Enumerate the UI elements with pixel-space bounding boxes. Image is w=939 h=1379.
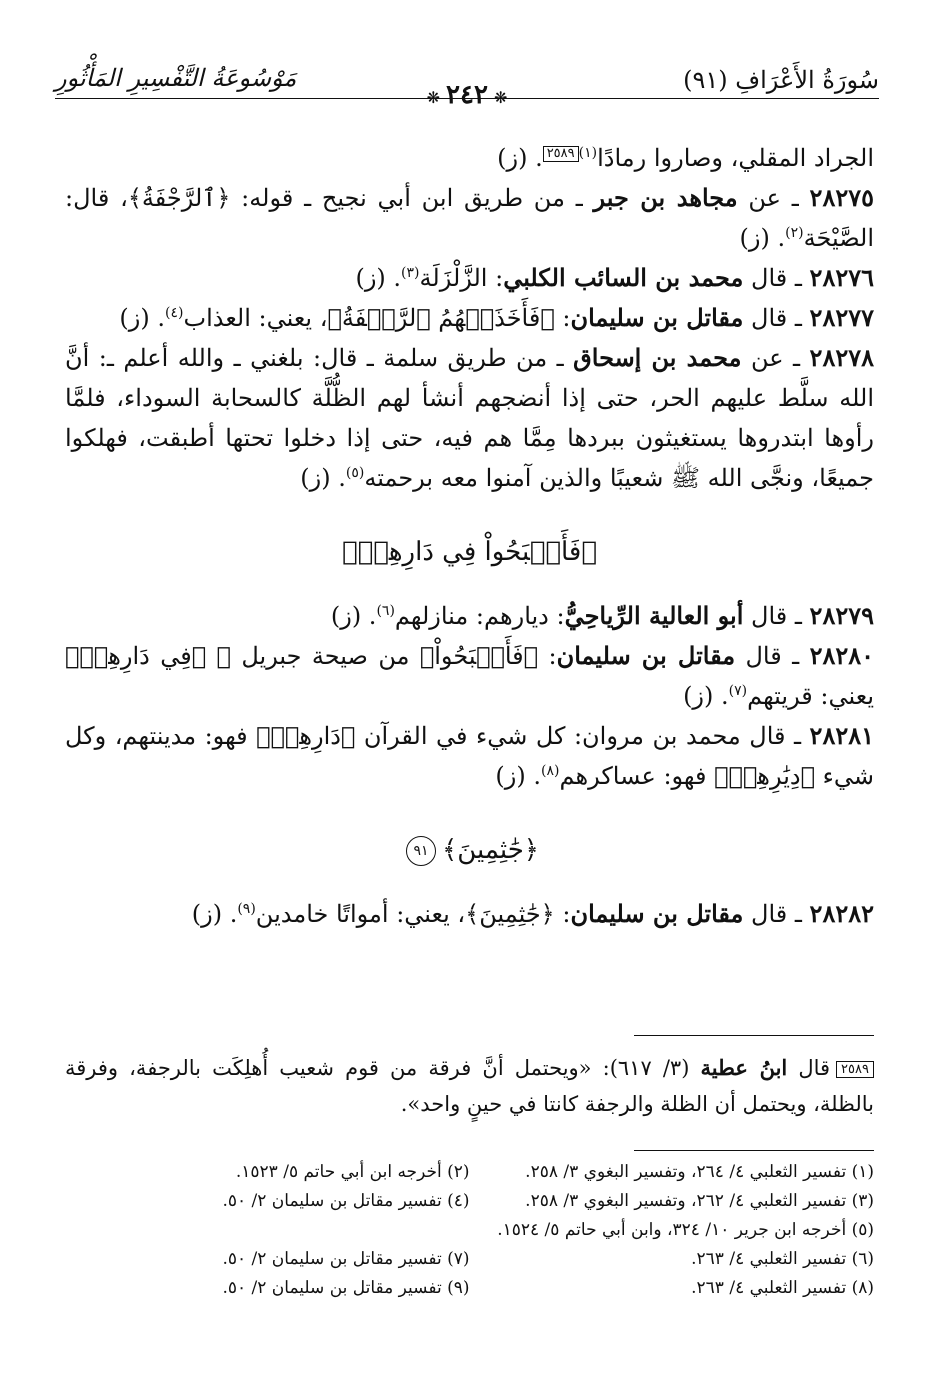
header-rule [55,98,879,99]
footnote: (٨) تفسير الثعلبي ٤/ ٢٦٣. [691,1278,874,1298]
ornament-icon: ❋ [493,88,508,107]
entry-28281 [65,716,874,796]
text: ـ من طريق ابن أبي نجيح ـ قوله: [230,184,594,212]
text: ، يعني: العذاب [183,304,328,332]
entry-28275 [65,178,874,258]
heading-quran: ﴿جَٰثِمِينَ﴾ [441,835,540,865]
scholar-name: ابنُ عطية [700,1055,788,1080]
entry-number: ٢٨٢٧٩ [809,601,874,630]
footnote-row [65,1187,874,1216]
footnote: (٧) تفسير مقاتل بن سليمان ٢/ ٥٠. [222,1249,470,1269]
footnote-ref[interactable]: (٤) [165,305,184,321]
footnote: (٢) أخرجه ابن أبي حاتم ٥/ ١٥٢٣. [235,1162,470,1182]
text: ـ من طريق سلمة ـ قال: بلغني ـ والله أعلم ـ: أنَّ الله سلَّط عليهم الحر، حتى إذا أنضجهم أنشأ لهم الظُّلَّة كالسحابة السوداء، فلمَّا رأوها ابتدروها يستغيثون ببردها مِمَّا هم فيه، حتى إذا دخلوا تحتها أطبقت، فهلكوا جميعًا، ونجَّى الله ﷺ شعيبًا والذين آمنوا معه برحمته [65,344,874,492]
entry-number: ٢٨٢٧٥ [809,183,874,212]
text: : [538,642,557,670]
note-separator [634,1035,874,1036]
narrator-name: أبو العالية الرِّياحِيُّ [564,601,744,630]
quran-quote: ﴿فِي دَارِهِمۡ﴾ [65,642,207,670]
entry-28277 [65,298,874,338]
entry-number: ٢٨٢٧٦ [809,263,874,292]
footnote-ref[interactable]: (٣) [401,265,420,281]
entry-28276 [65,258,874,298]
text: ـ قال [743,900,810,928]
narrator-name: مقاتل بن سليمان [570,899,744,928]
footnote-ref[interactable]: (٩) [237,901,256,917]
source-mark: . (ز) [495,762,541,790]
text: ـ قال [743,602,810,630]
page-number-block [411,80,524,110]
narrator-name: محمد بن إسحاق [573,343,742,372]
surah-title: سُورَةُ الأَعْرَافِ (٩١) [683,66,879,94]
text: قال [787,1056,831,1080]
footnote: (٥) أخرجه ابن جرير ١٠/ ٣٢٤، وابن أبي حاتم ٥/ ١٥٢٤. [497,1220,874,1240]
quran-quote: ﴿دَارِهِمۡ﴾ [256,722,356,750]
text: ـ قال [743,264,810,292]
footnote-ref[interactable]: (٦) [376,603,395,619]
entry-number: ٢٨٢٨٢ [809,899,874,928]
text: ـ عن [741,344,810,372]
source-mark: . (ز) [119,304,165,332]
text: : الزَّلْزَلَة [419,264,504,292]
note-text: (٣/ ٦١٧): «ويحتمل أنَّ فرقة من قوم شعيب أُهلِكَت بالرجفة، وفرقة بالظلة، ويحتمل أن الظلة والرجفة كانتا في حينٍ واحد». [65,1056,874,1116]
page-number: ٢٤٢ [446,80,488,110]
footnote-row [65,1245,874,1274]
page-header [55,62,879,110]
footnote-ref[interactable]: (٨) [541,763,560,779]
text: فهو: عساكرهم [559,762,715,790]
ornament-icon: ❋ [426,88,441,107]
footnote-row [65,1274,874,1303]
quran-quote: ﴿دِيَٰرِهِمۡ﴾ [714,762,815,790]
note-box-ref[interactable]: ٢٥٨٩ [543,146,579,162]
entry-number: ٢٨٢٧٨ [809,343,874,372]
main-text [65,138,874,934]
book-title: مَوْسُوعَةُ التَّفْسِيرِ المَأْثُورِ [55,64,297,92]
text: ، يعني: أمواتًا خامدين [255,900,466,928]
text: من صيحة جبريل ﵇ [206,642,420,670]
footnote: (١) تفسير الثعلبي ٤/ ٢٦٤، وتفسير البغوي ٣/ ٢٥٨. [525,1162,874,1182]
narrator-name: مقاتل بن سليمان [570,303,744,332]
source-mark: . (ز) [355,264,402,292]
section-heading [65,830,874,870]
entry-number: ٢٨٢٧٧ [809,303,874,332]
paragraph-continuation [65,138,874,178]
entry-number: ٢٨٢٨٠ [809,641,875,670]
footnote: (٩) تفسير مقاتل بن سليمان ٢/ ٥٠. [222,1278,470,1298]
entry-28282 [65,894,874,934]
text: : [554,304,571,332]
entry-28280 [65,636,874,716]
text: الجراد المقلي، وصاروا رمادًا [597,144,874,172]
narrator-name: مجاهد بن جبر [593,183,738,212]
text: : [554,900,571,928]
quran-quote: ﴿فَأَصۡبَحُواْ﴾ [419,642,539,670]
source-mark: . (ز) [191,900,238,928]
text: ـ قال [743,304,810,332]
quran-quote: ﴿جَٰثِمِينَ﴾ [465,900,555,928]
footnote-row [65,1216,874,1245]
footnote-row [65,1158,874,1187]
entry-number: ٢٨٢٨١ [809,721,874,750]
source-mark: . (ز) [683,682,729,710]
note-box-number: ٢٥٨٩ [836,1061,874,1078]
narrator-name: مقاتل بن سليمان [556,641,736,670]
text: ـ عن [737,184,810,212]
footnote-ref[interactable]: (٢) [785,225,804,241]
text: ـ قال محمد بن مروان: كل شيء في القرآن [355,722,810,750]
text: : ديارهم: منازلهم [394,602,565,630]
footnotes [65,1158,874,1303]
section-heading: ﴿فَأَصۡبَحُواْ فِي دَارِهِمۡ﴾ [342,537,597,567]
text: ، قال: الصَّيْحَة [65,184,874,252]
source-mark: . (ز) [300,464,346,492]
footnote: (٣) تفسير الثعلبي ٤/ ٢٦٢، وتفسير البغوي ٣/ ٢٥٨. [525,1191,874,1211]
footnote-ref[interactable]: (٥) [345,465,365,481]
text: يعني: قريتهم [747,682,874,710]
source-mark: . (ز) [330,602,377,630]
footnote-ref[interactable]: (١) [578,145,598,161]
text: ـ قال [735,642,810,670]
narrator-name: محمد بن السائب الكلبي [503,263,744,292]
entry-28278 [65,338,874,498]
ayah-number-badge: ٩١ [406,836,436,866]
source-mark: . (ز) [739,224,786,252]
footnote: (٦) تفسير الثعلبي ٤/ ٢٦٣. [691,1249,874,1269]
commentary-note [65,1050,874,1122]
source-mark: . (ز) [497,144,543,172]
footnote-separator [634,1150,874,1151]
text: فهو: مدينتهم، وكل شيء [65,722,874,790]
entry-28279 [65,596,874,636]
footnote: (٤) تفسير مقاتل بن سليمان ٢/ ٥٠. [222,1191,470,1211]
footnote-ref[interactable]: (٧) [728,683,748,699]
quran-quote: ﴿ٱلرَّجْفَةُ﴾ [127,184,231,212]
quran-quote: ﴿فَأَخَذَتۡهُمُ ٱلرَّجۡفَةُ﴾ [327,304,555,332]
